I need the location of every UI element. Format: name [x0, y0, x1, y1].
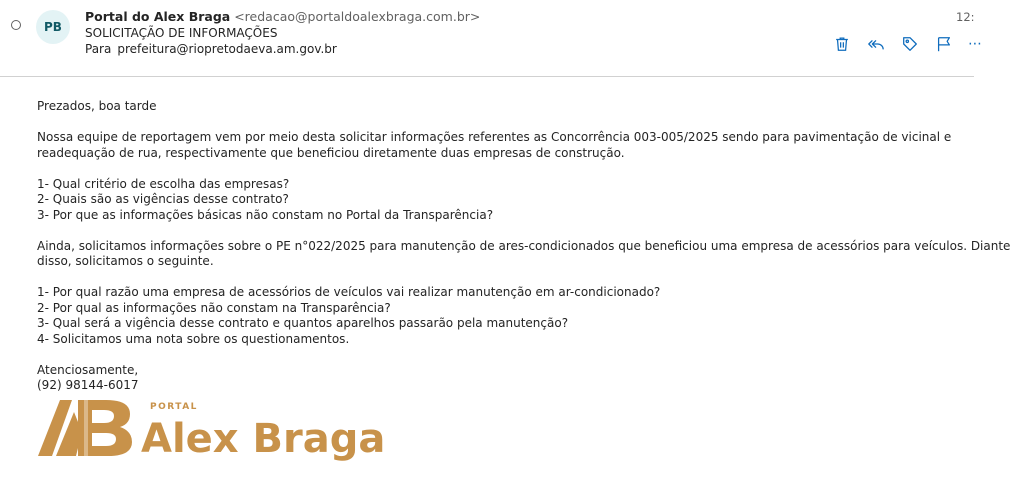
question-item: 4- Solicitamos uma nota sobre os questionamentos.	[37, 331, 350, 346]
delete-button[interactable]	[832, 34, 852, 54]
recipient-address[interactable]: prefeitura@riopretodaeva.am.gov.br	[117, 42, 337, 56]
question-item: 2- Quais são as vigências desse contrato?	[37, 192, 289, 206]
signoff: Atenciosamente,	[37, 362, 139, 377]
flag-icon	[935, 35, 953, 53]
paragraph-line: Nossa equipe de reportagem vem por meio desta solicitar informações referentes as Concorrência 003-005/2025 sendo para pavimentação de vicinal e	[37, 130, 952, 144]
reply-all-button[interactable]	[866, 34, 886, 54]
message-body	[37, 99, 1010, 394]
sender-name[interactable]: Portal do Alex Braga	[85, 9, 231, 24]
question-item: 3- Qual será a vigência desse contrato e quantos aparelhos passarão pela manutenção?	[37, 316, 569, 330]
tag-icon	[901, 35, 919, 53]
trash-icon	[833, 35, 851, 53]
question-item: 3- Por que as informações básicas não constam no Portal da Transparência?	[37, 207, 494, 222]
more-icon[interactable]: ⋯	[968, 36, 982, 52]
paragraph-line: Ainda, solicitamos informações sobre o PE n°022/2025 para manutenção de ares-condicionados que beneficiou uma empresa de acessórios para veículos. Diante	[37, 238, 1010, 253]
tag-button[interactable]	[900, 34, 920, 54]
timestamp: 12:	[956, 10, 975, 24]
question-item: 1- Qual critério de escolha das empresas?	[37, 176, 290, 191]
message-header	[0, 0, 982, 77]
avatar[interactable]: PB	[36, 10, 70, 44]
subject: SOLICITAÇÃO DE INFORMAÇÕES	[85, 26, 278, 40]
select-radio[interactable]	[11, 20, 21, 30]
question-item: 2- Por qual as informações não constam na Transparência?	[37, 300, 391, 315]
flag-button[interactable]	[934, 34, 954, 54]
phone-number[interactable]: (92) 98144-6017	[37, 378, 139, 392]
to-label: Para	[85, 42, 112, 56]
action-toolbar	[832, 34, 968, 54]
question-item: 1- Por qual razão uma empresa de acessórios de veículos vai realizar manutenção em ar-condicionado?	[37, 285, 661, 299]
logo-big-text: Alex Braga	[141, 416, 386, 462]
paragraph-line: readequação de rua, respectivamente que beneficiou diretamente duas empresas de construção.	[37, 145, 625, 160]
sender-line	[85, 9, 480, 24]
paragraph-line: disso, solicitamos o seguinte.	[37, 254, 214, 268]
greeting: Prezados, boa tarde	[37, 99, 157, 113]
sender-email[interactable]: <redacao@portaldoalexbraga.com.br>	[234, 9, 481, 24]
recipient-line	[85, 42, 337, 56]
portal-logo	[38, 396, 398, 462]
logo-small-text: PORTAL	[150, 402, 198, 412]
reply-all-icon	[867, 35, 885, 53]
